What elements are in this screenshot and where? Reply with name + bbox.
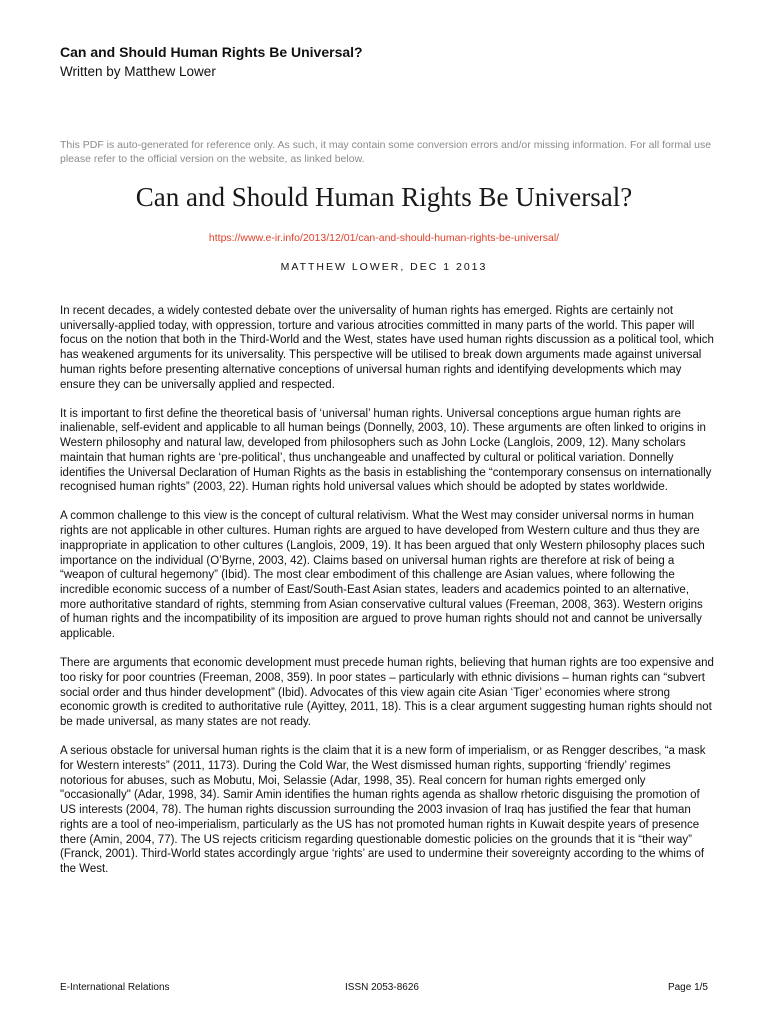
article-byline: MATTHEW LOWER, DEC 1 2013 [280, 261, 488, 273]
article-body [60, 304, 715, 891]
footer-page-number: Page 1/5 [667, 982, 708, 993]
paragraph-3: A common challenge to this view is the concept of cultural relativism. What the West may consider universal norms in human rights are not applicable in other cultures. Human rights are argued to have developed from Western culture and thus they are inappropriate in application to other cultures (Langlois, 2009, 19). It has been argued that only Western philosophy places such importance on the individual (O’Byrne, 2003, 42). Claims based on universal human rights are therefore at risk of being a “weapon of cultural hegemony” (Ibid). The most clear embodiment of this challenge are Asian values, where following the incredible economic success of a number of East/South-East Asian states, leaders and academics pointed to an alternative, more authoritative standard of rights, stemming from Asian conservative cultural values (Freeman, 2008, 363). Western origins of human rights and the incompatibility of its imposition are argued to prove human rights should not and cannot be universally applicable. [60, 510, 705, 641]
disclaimer-text: This PDF is auto-generated for reference only. As such, it may contain some conversion errors and/or missing information. For all formal use please refer to the official version on the website, as linked below. [60, 139, 712, 165]
footer-issn: ISSN 2053-8626 [345, 982, 419, 993]
paragraph-2: It is important to first define the theoretical basis of ‘universal’ human rights. Universal conceptions argue human rights are inalienable, self-evident and applicable to all human beings (Donnelly, 2003, 10). These arguments are often linked to origins in Western philosophy and natural law, developed from philosophers such as John Locke (Langlois, 2009, 12). Many scholars maintain that human rights are ‘pre-political’, thus unchangeable and unaffected by cultural or political variation. Donnelly identifies the Universal Declaration of Human Rights as the basis in establishing the “contemporary consensus on internationally recognised human rights” (2003, 22). Human rights hold universal values which should be adopted by states worldwide. [60, 407, 712, 494]
header-author: Written by Matthew Lower [60, 64, 216, 79]
paragraph-5: A serious obstacle for universal human rights is the claim that it is a new form of imperialism, or as Rengger describes, “a mask for Western interests” (2011, 1173). During the Cold War, the West dismissed human rights, supporting ‘friendly’ regimes notorious for abuses, such as Mobutu, Moi, Selassie (Adar, 1998, 35). Real concern for human rights emerged only "occasionally" (Adar, 1998, 34). Samir Amin identifies the human rights agenda as shallow rhetoric disguising the promotion of US interests (2004, 78). The human rights discussion surrounding the 2003 invasion of Iraq has justified the fear that human rights are a tool of neo-imperialism, particularly as the US has not promoted human rights in Kuwait despite years of presence there (Amin, 2004, 77). The US rejects criticism regarding questionable domestic policies on the grounds that it is “their way” (Franck, 2001). Third-World states accordingly argue ‘rights’ are used to undermine their sovereignty according to the whims of the West. [60, 745, 706, 875]
paragraph-1: In recent decades, a widely contested debate over the universality of human rights has emerged. Rights are certainly not universally-applied today, with oppression, torture and various atrocities committed in many parts of the world. This paper will focus on the notion that both in the Third-World and the West, states have used human rights discussion as a political tool, which has weakened arguments for its universality. This perspective will be utilised to break down arguments made against universal human rights before presenting alternative conceptions of universal human rights and identifying developments which may ensure they can be universally applied and respected. [60, 305, 714, 391]
article-title: Can and Should Human Rights Be Universal? [135, 182, 633, 212]
footer-publisher: E-International Relations [60, 982, 170, 993]
page-footer [60, 982, 708, 996]
paragraph-4: There are arguments that economic development must precede human rights, believing that human rights are too expensive and too risky for poor countries (Freeman, 2008, 359). In poor states – particularly with ethnic divisions – human rights can “subvert social order and thus hinder development” (Ibid). Advocates of this view again cite Asian ‘Tiger’ economies where strong economic growth is credited to authoritative rule (Ayittey, 2011, 18). This is a clear argument suggesting human rights should not be made universal, as many states are not ready. [60, 657, 714, 729]
header-title: Can and Should Human Rights Be Universal? [60, 44, 363, 60]
source-link[interactable]: https://www.e-ir.info/2013/12/01/can-and-should-human-rights-be-universal/ [208, 232, 560, 244]
